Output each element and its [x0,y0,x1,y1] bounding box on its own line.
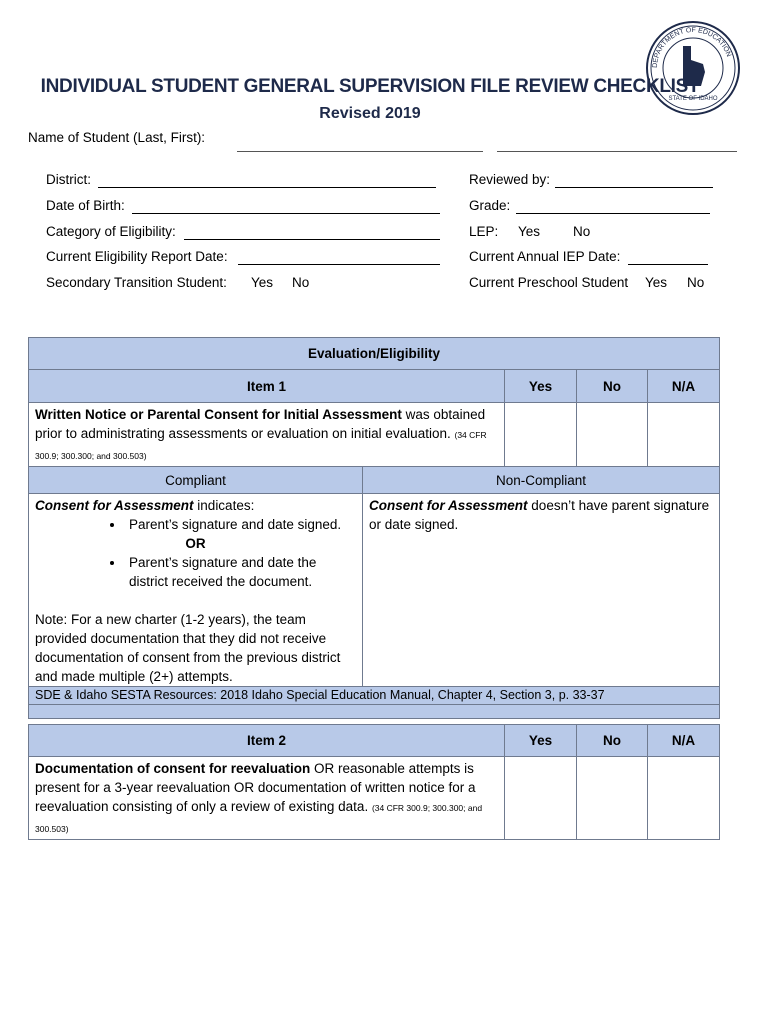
item-1-yes-cell[interactable] [505,403,577,467]
grade-label: Grade: [469,198,511,213]
document-subtitle: Revised 2019 [319,105,421,122]
item-2-requirement-bold: Documentation of consent for reevaluation [35,761,311,776]
last-name-field[interactable] [237,151,483,152]
noncompliant-lead-bold: Consent for Assessment [369,498,528,513]
resources-row: SDE & Idaho SESTA Resources: 2018 Idaho Special Education Manual, Chapter 4, Section 3, p. 33-37 [29,687,720,705]
district-field[interactable] [98,187,436,188]
no-column-header: No [577,370,648,403]
reviewed-by-label: Reviewed by: [469,172,551,187]
item-2-requirement [29,757,505,840]
item-1-requirement-text: was obtained prior to administrating assessments or evaluation on initial evaluation. [35,407,486,441]
item-2-no-column-header: No [577,725,648,757]
item-2-table [28,724,720,840]
noncompliant-text: doesn’t have parent signature or date signed. [369,498,710,532]
first-name-field[interactable] [497,151,737,152]
item-1-citation: (34 CFR 300.9; 300.300; and 300.503) [35,430,487,461]
grade-field[interactable] [516,213,710,214]
dob-label: Date of Birth: [46,198,125,213]
annual-iep-date-field[interactable] [628,264,708,265]
secondary-no-option[interactable]: No [292,275,310,290]
category-field[interactable] [184,239,440,240]
svg-text:DEPARTMENT OF EDUCATION: DEPARTMENT OF EDUCATION [651,26,733,69]
compliant-lead-bold: Consent for Assessment [35,498,194,513]
eligibility-report-date-label: Current Eligibility Report Date: [46,249,228,264]
item-2-requirement-text: OR reasonable attempts is present for a 3-year reevaluation OR documentation of written notice for a reevaluation consisting of only a review of existing data. [35,761,476,814]
noncompliant-header: Non-Compliant [363,467,720,494]
secondary-transition-label: Secondary Transition Student: [46,275,227,290]
dob-field[interactable] [132,213,440,214]
section-title: Evaluation/Eligibility [29,338,720,370]
compliant-header: Compliant [29,467,363,494]
document-title: INDIVIDUAL STUDENT GENERAL SUPERVISION FILE REVIEW CHECKLIST [40,76,700,97]
item-1-no-cell[interactable] [577,403,648,467]
item-2-yes-cell[interactable] [505,757,577,840]
annual-iep-date-label: Current Annual IEP Date: [469,249,621,264]
item-2-header: Item 2 [29,725,505,757]
item-2-na-cell[interactable] [648,757,720,840]
item-2-na-column-header: N/A [648,725,720,757]
item-1-requirement-bold: Written Notice or Parental Consent for Initial Assessment [35,407,402,422]
eligibility-report-date-field[interactable] [238,264,440,265]
category-label: Category of Eligibility: [46,224,176,239]
section-1-footer-bar [29,705,720,719]
noncompliant-criteria [363,494,720,687]
compliant-criteria [29,494,363,687]
item-1-header: Item 1 [29,370,505,403]
preschool-yes-option[interactable]: Yes [645,275,668,290]
item-1-requirement [29,403,505,467]
yes-column-header: Yes [505,370,577,403]
lep-label: LEP: [469,224,499,239]
compliant-lead-text: indicates: [193,498,255,513]
secondary-yes-option[interactable]: Yes [251,275,274,290]
preschool-no-option[interactable]: No [687,275,705,290]
svg-text:STATE OF IDAHO: STATE OF IDAHO [668,96,718,102]
compliant-bullet-1: • Parent’s signature and date signed. [125,515,356,534]
item-2-yes-column-header: Yes [505,725,577,757]
reviewed-by-field[interactable] [555,187,713,188]
item-1-na-cell[interactable] [648,403,720,467]
idaho-education-seal [645,20,741,116]
charter-note: Note: For a new charter (1-2 years), the team provided documentation that they did not receive documentation of consent from the previous district and made multiple (2+) attempts. [35,612,341,684]
student-name-label: Name of Student (Last, First): [28,130,206,145]
evaluation-eligibility-table [28,337,720,719]
preschool-label: Current Preschool Student [469,275,629,290]
item-2-no-cell[interactable] [577,757,648,840]
compliant-bullet-2: • Parent’s signature and date the district received the document. [125,553,356,591]
or-text: OR [185,536,206,551]
district-label: District: [46,172,91,187]
lep-no-option[interactable]: No [573,224,591,239]
na-column-header: N/A [648,370,720,403]
item-2-citation: (34 CFR 300.9; 300.300; and 300.503) [35,803,483,834]
lep-yes-option[interactable]: Yes [518,224,541,239]
